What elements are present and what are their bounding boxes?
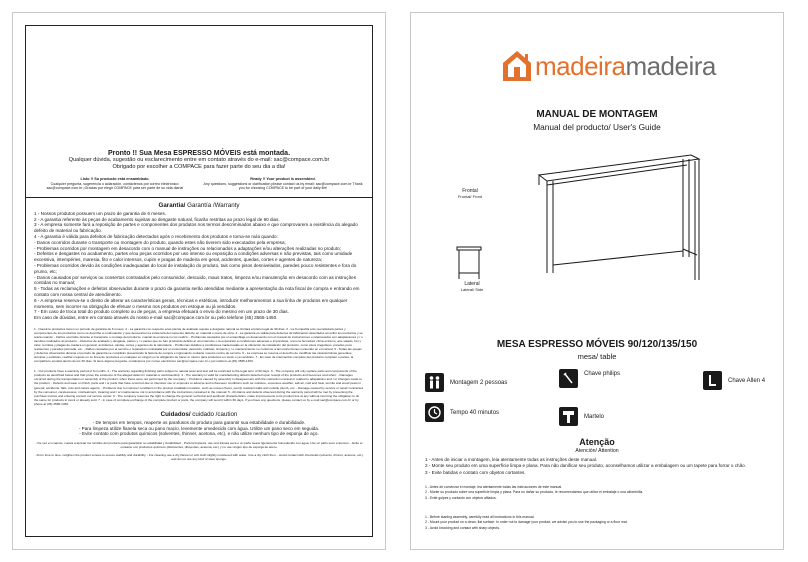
manual-title: MANUAL DE MONTAGEM xyxy=(536,109,658,120)
tool-label: Chave Allen 4 xyxy=(728,377,766,384)
attention-list-pt xyxy=(425,457,773,476)
warranty-item: - Problemas ocorridos por montagem em desacordo com o manual de instruções ou relacionados a adaptações e/ou alterações realizadas no produto; xyxy=(34,245,341,251)
divider xyxy=(26,197,372,198)
hammer-icon xyxy=(559,407,578,426)
tool-allen xyxy=(703,371,765,390)
product-subtitle: mesa/ table xyxy=(577,352,617,361)
ready-es-text: Cualquier pregunta, sugerencia o aclaración, contáctenos por correo electrónico: sac@compace.com.br ¡Gracias por elegir COMPACE para ser parte de su vida diaria! xyxy=(46,181,184,191)
ready-es xyxy=(34,177,196,191)
attention-list-en xyxy=(425,515,773,531)
ready-es-title: Listo !! Su producto está ensamblado. xyxy=(80,177,150,181)
allen-key-icon xyxy=(703,371,722,390)
ready-line: Obrigado por escolher a COMPACE para fazer parte do seu dia a dia! xyxy=(112,164,286,170)
warranty-item: 3 - A empresa somente fará a reposição de partes e componentes dos produtos nos termos descriminados abaixo e que comprovarem a existência do alegado defeito de material ou fabricação. xyxy=(34,222,358,234)
warranty-item: - Defeitos e desgastes no acabamento, partes e/ou peças ocorridos por uso intenso ou exposição a condições adversas e não previstas, tais como umidade excessiva, intempéries, maresia, fito e calor intensos, cupim e pragas de madeira em geral, acidentes, quedas, cortes e agentes de natureza; xyxy=(34,251,353,263)
warranty-item: 6 - A empresa reserva-se o direito de alterar as características gerais, técnicas e estéticas, introduzir melhoramentos a sua linha de produtos em qualquer momento, sem incorrer na obrigação de efetuar o mesmo nos produtos em estoque ou já vendidos. xyxy=(34,297,348,309)
product-title: MESA ESPRESSO MÓVEIS 90/120/135/150 xyxy=(496,339,698,350)
warranty-item: - Danos ocorridos durante o transporte ou montagem do produto, quando estes não tiverem sido executados pela empresa; xyxy=(34,239,286,245)
brand-logo xyxy=(501,49,716,83)
warranty-item: Em caso de dúvidas, entre em contato através do nosso e-mail sac@compace.com.br ou pelo telefone (45) 3565-1450. xyxy=(34,315,278,321)
warranty-title xyxy=(34,202,364,209)
screwdriver-icon xyxy=(559,369,578,388)
warranty-title-en: Garantía /Warranty xyxy=(185,201,240,209)
house-logo-icon xyxy=(501,49,533,83)
attention-item: 2 - Monte seu produto em uma superfície limpa e plana. Para não danificar seu produto, aconselhamos utilizar a embalagem ou um tapete para forrar o chão. xyxy=(425,463,746,469)
care-item: - Para limpeza utilize flanela seca ou pano macio, levemente umedecido com água. Utilize um pano seco em seguida. xyxy=(78,425,320,431)
ready-translations xyxy=(34,177,364,191)
ready-en xyxy=(202,177,364,191)
attention-title: Atenção xyxy=(579,437,615,447)
warranty-item: - Problemas ocorridos devido às condições inadequadas do local de instalação do produto, tais como pisos desnivelados, paredes pouco resistentes e fora do prumo, etc; xyxy=(34,262,357,274)
care-list-pt xyxy=(34,420,364,437)
warranty-item: 1 - Nossos produtos possuem um prazo de garantia de 6 meses. xyxy=(34,210,167,216)
care-title-en: cuidado /caution xyxy=(190,410,238,418)
left-page xyxy=(12,12,386,550)
side-view-label-en: Lateral/ Side xyxy=(460,287,484,292)
care-text-es: - De vez en cuando, vuelva a apretar los tornillos del producto para garantizar su estabilidad y durabilidad. - Para la limpieza, use una franela seca o un paño suave ligeramente humedecido con agua. Use un paño seco entonces. - Evite el contacto con productos químicos (disolventes, diluyentes, acetona, etc.) y no use ningún tipo de esponja de acero. xyxy=(35,441,363,450)
tool-phillips xyxy=(559,369,620,388)
front-view-label-en: Frontal/ Front xyxy=(457,194,482,199)
warranty-item: 4 - A garantia é válida para defeitos de fabricação detectados após o recebimento dos produtos e torna-se nula quando: xyxy=(34,233,278,239)
brand-name xyxy=(535,51,716,82)
table-side-diagram xyxy=(455,245,485,281)
people-icon xyxy=(425,373,444,392)
attention-subtitle: Atención/ Attention xyxy=(575,448,619,454)
ready-en-text: Any questions, suggestions or clarification please contact us by email: sac@compace.com.br Thank you for choosing COMPACE to be part of your daily life! xyxy=(203,181,363,191)
attention-item: 1 - Before starting assembly, carefully read all instructions in this manual. xyxy=(425,515,535,519)
attention-item: 2 - Monte su producto sobre una superficie limpia y plana. Para no dañar su producto, le recomendamos que utilice el embalaje o una alfombrilla. xyxy=(425,490,644,495)
front-view-label xyxy=(445,188,495,199)
attention-item: 1 - Antes de iniciar a montagem, leia atentamente todas as instruções deste manual. xyxy=(425,457,598,462)
manual-subtitle: Manual del producto/ User's Guide xyxy=(533,122,661,132)
front-view-label-pt: Frontal xyxy=(462,188,478,194)
warranty-item: 5 - Todas as reclamações e defeitos observados durante o prazo da garantia serão atendidas mediante a apresentação da nota fiscal de compra e entrando em contato com nossa central de atendimento. xyxy=(34,286,360,297)
attention-item: 2 - Mount your product on a clean, flat surface. In order not to damage your product, we advise you to use the packaging or a floor mat. xyxy=(425,520,628,525)
attention-list-es xyxy=(425,485,773,501)
side-view-label-pt: Lateral xyxy=(464,281,480,287)
warranty-item: - Danos causados por serviços ou consertos contratados pelo consumidor, descuido, maus tratos, limpeza e/ou manutenção em desacordo com as instruções contidas no manual; xyxy=(34,274,356,286)
brand-name-part-2: madeira xyxy=(625,50,716,81)
right-page xyxy=(410,12,784,550)
care-text-en: - From time to time, retighten the product screws to ensure stability and durability. - For cleaning use a dry flannel or soft cloth slightly moistened with water. Use a dry cloth then. - Avoid contact with chemicals (solvents, thinner, acetone, etc.) and do not use any kind of steel sponge. xyxy=(34,453,364,462)
care-item: - Evite contato com produtos químicos (solventes, thinner, acetona, etc), e não utilize nenhum tipo de esponja de aço. xyxy=(79,431,319,437)
left-page-frame xyxy=(25,25,373,537)
attention-item: 1 - Antes de comenzar el montaje, lea atentamente todas las instrucciones de este manual. xyxy=(425,485,563,489)
attention-item: 3 - Evite batidas e contato com objetos cortantes. xyxy=(425,469,526,475)
warranty-text-en: 1 - Our products have a warranty period of 6 months. 2 - The warranty regarding finishing parts subject to natural wear and tear will be restricted to the legal term of 90 days. 3 - The company will only replace parts and components of the products as described below and that prove the existence of the alleged defect in material or workmanship. 4 - The warranty is valid for manufacturing defects detected upon receipt of the products and becomes void when: - Damages occurred during the transportation or assembly of the product, when these were not performed by the company; - Problems caused by assembly in disagreement with the instruction manual or related to adaptations and / or changes made to the product; - Defects and wear on finish, parts and / or parts that have occurred due to intensive use or exposure to adverse and unforeseen conditions such as moisture, excessive weather, salt air, cold and heat, termite and wood pests in general, accidents, falls, cuts and nature agents; - Problems due to improper conditions in the product installation location, such as uneven floors, poorly resistant walls and outside plumb, etc. - Damage caused by service or repair contracted by the consumer, carelessness, mistreatment, cleaning and / or maintenance not in accordance with the instructions contained in the manual; 5 - All claims and defects observed during the warranty period will be met by presenting the purchase invoice and entering contact our service center. 6 - The company reserves the right to change the general, technical and aesthetic characteristics, make improvements to its product line at any without incurring the obligation to do the same for products in stock or already sold. 7 - In case of complete exchange of the complete product or parts, the company will send it within 30 days. If you have any questions, please contact us by e-mail sac@compace.com.br or by phone at (45) 3565-1450. xyxy=(34,369,363,406)
ready-en-title: Ready !! Your product is assembled. xyxy=(250,177,316,181)
warranty-list-pt xyxy=(34,211,364,321)
attention-item: 3 - Avoid knocking and contact with sharp objects. xyxy=(425,525,500,530)
tool-label: Tempo 40 minutos xyxy=(450,409,500,416)
ready-section xyxy=(34,150,364,191)
table-front-diagram xyxy=(519,145,701,285)
warranty-title-pt: Garantia/ xyxy=(158,201,186,209)
brand-name-part-1: madeira xyxy=(535,50,626,81)
ready-line: Qualquer dúvida, sugestão ou esclarecimento entre em contato através do e-mail: sac@compace.com.br xyxy=(68,157,330,163)
attention-item: 3 - Evite golpes y contacto con objetos afilados. xyxy=(425,495,497,500)
care-item: - De tempos em tempos, reaperte os parafusos do produto para garantir sua estabilidade e durabilidade. xyxy=(92,419,306,425)
care-title xyxy=(34,411,364,418)
tool-hammer xyxy=(559,407,604,426)
tool-label: Montagem 2 pessoas xyxy=(450,379,508,386)
warranty-item: 2 - A garantia referente às peças de acabamento sujeitas ao desgaste natural, ficarão restritas ao prazo legal de 90 dias. xyxy=(34,216,280,222)
clock-icon xyxy=(425,403,444,422)
care-title-pt: Cuidados/ xyxy=(160,410,191,418)
tool-label: Chave philips xyxy=(584,370,621,377)
side-view-label xyxy=(447,281,497,292)
warranty-item: 7 - Em caso de troca total do produto completo ou de peças, a empresa efetuará o envio do mesmo em um prazo de 30 dias. xyxy=(34,309,289,315)
warranty-text-es: 1 - Nuestros productos tienen un período de garantía de 6 meses. 2 - La garantía con respecto a las piezas de acabado sujetas a desgaste natural se limitará al plazo legal de 90 días. 3 - La Compañía solo reemplazará partes y componentes de los productos como se describe a continuación y que demuestren la existencia del supuesto defecto en material o mano de obra. 4 - La garantía es válida para defectos de fabricación detectados al recibir los productos y se anula cuando: - Daños ocurridos durante el transporte o montaje del producto, cuando la empresa no los realizó; - Problemas causados por el ensamblaje en desacuerdo con el manual de instrucciones o relacionados con adaptaciones y / o cambios realizados al producto; - Defectos de acabado y desgaste, partes y / o partes que se han producido debido al uso intensivo o la exposición a condiciones adversas e imprevistas, como la humedad, clima extremo, aire salado, frío y calor, termitas y plagas de madera en general, accidentes, caídas, cortes y agentes de la naturaleza; - Problemas debidos a condiciones inadecuadas en la ubicación de instalación del producto, como pisos irregulares, paredes poco resistentes y paredes plomada, etc. - Daños causados por el servicio o reparación contratada por el consumidor, descuido, maltrato, limpieza y / o mantenimiento no conforme a las instrucciones contenido en el manual; 5 - Todas las quejas y defectos observados durante el período de garantía se cumplirán presentando la factura de compra e ingresando contacte nuestro centro de servicio. 6 - La empresa se reserva el derecho de modificar las características generales, técnicas y estéticas, realizar mejoras en su línea de productos en cualquier en ningún en la obligación de hacer lo mismo para productos en stock o ya vendidos. 7 - En caso de intercambio completo del producto completo o partes, la compañía lo enviará dentro de los 30 días. Si tiene alguna pregunta, contáctenos por correo electrónico sac@compace.com.br o por teléfono al (45) 3565-1450. xyxy=(34,326,363,364)
tool-two-people xyxy=(425,373,507,392)
ready-title: Pronto !! Sua Mesa ESPRESSO MÓVEIS está montada. xyxy=(107,150,291,157)
tool-label: Martelo xyxy=(584,413,605,420)
tool-time xyxy=(425,403,499,422)
